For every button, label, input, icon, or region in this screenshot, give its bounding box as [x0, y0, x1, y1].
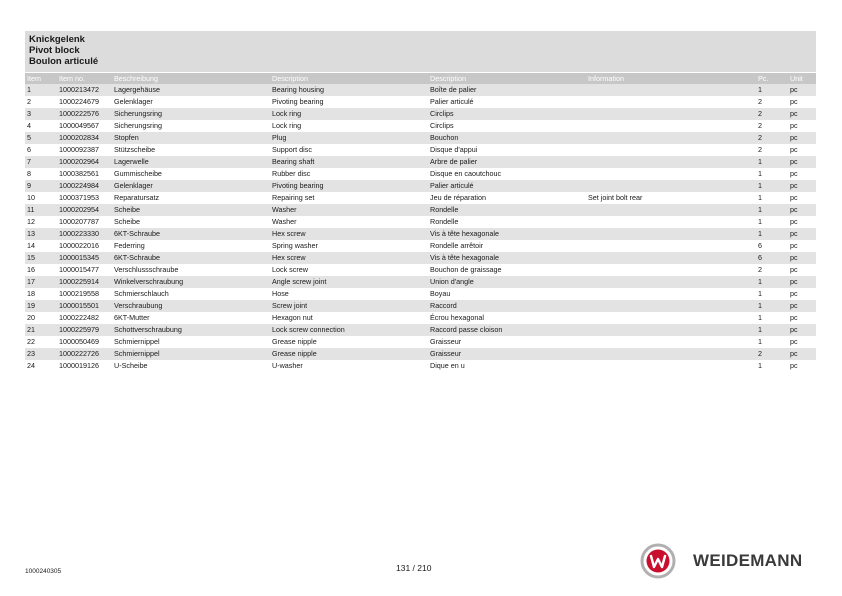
beschreibung-cell: Federring	[114, 241, 145, 250]
pc-cell: 2	[758, 97, 762, 106]
description-en-cell: Hose	[272, 289, 289, 298]
beschreibung-cell: Sicherungsring	[112, 108, 270, 120]
item-no-cell: 1000224984	[57, 180, 112, 192]
information-cell: Set joint bolt rear	[588, 193, 643, 202]
item-no-cell: 1000225914	[57, 276, 112, 288]
information-cell	[586, 228, 756, 240]
information-cell	[586, 180, 756, 192]
information-cell	[586, 360, 756, 372]
unit-cell: pc	[788, 84, 816, 96]
description-fr-cell: Rondelle arrêtoir	[430, 241, 484, 250]
table-row	[25, 192, 816, 204]
table-row	[25, 276, 816, 288]
description-fr-cell: Vis à tête hexagonale	[428, 252, 586, 264]
item-cell: 20	[27, 313, 35, 322]
item-no-cell: 1000202954	[57, 204, 112, 216]
information-cell	[586, 156, 756, 168]
item-no-cell: 1000219558	[59, 289, 99, 298]
item-cell: 8	[27, 169, 31, 178]
description-en-cell: Hex screw	[270, 252, 428, 264]
pc-cell: 6	[758, 241, 762, 250]
description-en-cell: Pivoting bearing	[270, 180, 428, 192]
brand-name: WEIDEMANN	[693, 551, 803, 570]
beschreibung-cell: Schmierschlauch	[114, 289, 169, 298]
information-cell	[586, 336, 756, 348]
parts-table	[25, 73, 816, 372]
col-unit: Unit	[788, 73, 816, 84]
information-cell	[586, 108, 756, 120]
pc-cell: 2	[756, 348, 788, 360]
pc-cell: 2	[756, 132, 788, 144]
pc-cell: 1	[758, 337, 762, 346]
item-no-cell: 1000049567	[59, 121, 99, 130]
information-cell	[586, 144, 756, 156]
description-fr-cell: Disque en caoutchouc	[430, 169, 502, 178]
description-en-cell: Lock ring	[270, 108, 428, 120]
unit-cell: pc	[790, 241, 798, 250]
description-en-cell: Grease nipple	[270, 348, 428, 360]
beschreibung-cell: U-Scheibe	[114, 361, 148, 370]
description-en-cell: Bearing shaft	[270, 156, 428, 168]
information-cell	[586, 276, 756, 288]
item-no-cell: 1000223330	[57, 228, 112, 240]
title-french: Boulon articulé	[29, 56, 99, 67]
table-row	[25, 228, 816, 240]
item-cell: 4	[27, 121, 31, 130]
unit-cell: pc	[790, 289, 798, 298]
table-row	[25, 216, 816, 228]
col-description-fr: Description	[428, 73, 586, 84]
item-cell: 22	[27, 337, 35, 346]
unit-cell: pc	[788, 348, 816, 360]
item-no-cell: 1000382561	[59, 169, 99, 178]
description-fr-cell: Union d'angle	[428, 276, 586, 288]
pc-cell: 1	[756, 180, 788, 192]
pc-cell: 2	[758, 145, 762, 154]
unit-cell: pc	[788, 228, 816, 240]
table-row	[25, 168, 816, 180]
information-cell	[586, 312, 756, 324]
item-cell: 10	[27, 193, 35, 202]
description-en-cell: Angle screw joint	[270, 276, 428, 288]
item-no-cell: 1000015477	[59, 265, 99, 274]
beschreibung-cell: 6KT-Schraube	[112, 228, 270, 240]
item-no-cell: 1000092387	[59, 145, 99, 154]
item-cell: 3	[25, 108, 57, 120]
item-cell: 12	[27, 217, 35, 226]
unit-cell: pc	[788, 252, 816, 264]
pc-cell: 1	[756, 204, 788, 216]
item-no-cell: 1000022016	[59, 241, 99, 250]
item-cell: 1	[25, 84, 57, 96]
item-cell: 9	[25, 180, 57, 192]
description-fr-cell: Raccord passe cloison	[428, 324, 586, 336]
table-row	[25, 204, 816, 216]
pc-cell: 1	[756, 276, 788, 288]
beschreibung-cell: Lagergehäuse	[112, 84, 270, 96]
table-row	[25, 264, 816, 276]
title-german: Knickgelenk	[29, 34, 85, 45]
page-number: 131 / 210	[396, 563, 432, 573]
unit-cell: pc	[788, 324, 816, 336]
beschreibung-cell: Scheibe	[112, 204, 270, 216]
table-row	[25, 96, 816, 108]
unit-cell: pc	[788, 156, 816, 168]
item-no-cell: 1000207787	[59, 217, 99, 226]
item-cell: 21	[25, 324, 57, 336]
table-row	[25, 252, 816, 264]
item-no-cell: 1000213472	[57, 84, 112, 96]
information-cell	[586, 324, 756, 336]
unit-cell: pc	[790, 337, 798, 346]
description-en-cell: Repairing set	[272, 193, 315, 202]
beschreibung-cell: Stopfen	[112, 132, 270, 144]
description-en-cell: Lock screw	[272, 265, 308, 274]
unit-cell: pc	[790, 169, 798, 178]
description-fr-cell: Boîte de palier	[428, 84, 586, 96]
description-en-cell: Plug	[270, 132, 428, 144]
unit-cell: pc	[788, 108, 816, 120]
description-en-cell: Pivoting bearing	[272, 97, 324, 106]
item-cell: 11	[25, 204, 57, 216]
col-beschreibung: Beschreibung	[112, 73, 270, 84]
beschreibung-cell: Schmiernippel	[114, 337, 160, 346]
beschreibung-cell: Winkelverschraubung	[112, 276, 270, 288]
description-fr-cell: Rondelle	[428, 204, 586, 216]
title-block	[25, 31, 816, 72]
information-cell	[586, 204, 756, 216]
table-header	[25, 73, 816, 84]
title-english: Pivot block	[29, 45, 80, 56]
beschreibung-cell: Verschlussschraube	[114, 265, 179, 274]
table-row	[25, 324, 816, 336]
beschreibung-cell: Schmiernippel	[112, 348, 270, 360]
description-en-cell: Rubber disc	[272, 169, 311, 178]
table-row	[25, 288, 816, 300]
description-en-cell: Washer	[270, 204, 428, 216]
pc-cell: 1	[756, 228, 788, 240]
item-no-cell: 1000222576	[57, 108, 112, 120]
unit-cell: pc	[790, 217, 798, 226]
item-no-cell: 1000015345	[57, 252, 112, 264]
item-no-cell: 1000019126	[59, 361, 99, 370]
pc-cell: 1	[758, 361, 762, 370]
unit-cell: pc	[788, 204, 816, 216]
pc-cell: 1	[758, 217, 762, 226]
description-fr-cell: Arbre de palier	[428, 156, 586, 168]
description-fr-cell: Boyau	[430, 289, 451, 298]
information-cell	[586, 84, 756, 96]
unit-cell: pc	[790, 313, 798, 322]
description-en-cell: Grease nipple	[272, 337, 317, 346]
item-no-cell: 1000222482	[59, 313, 99, 322]
information-cell	[586, 132, 756, 144]
description-fr-cell: Circlips	[430, 121, 454, 130]
pc-cell: 2	[758, 265, 762, 274]
description-en-cell: Lock ring	[272, 121, 302, 130]
table-row	[25, 156, 816, 168]
beschreibung-cell: Schottverschraubung	[112, 324, 270, 336]
unit-cell: pc	[788, 180, 816, 192]
information-cell	[586, 168, 756, 180]
col-item-no: Item no.	[57, 73, 112, 84]
item-cell: 17	[25, 276, 57, 288]
description-fr-cell: Circlips	[428, 108, 586, 120]
unit-cell: pc	[790, 97, 798, 106]
unit-cell: pc	[790, 145, 798, 154]
table-row	[25, 300, 816, 312]
col-item: Item	[25, 73, 57, 84]
item-cell: 19	[25, 300, 57, 312]
pc-cell: 1	[758, 289, 762, 298]
item-cell: 15	[25, 252, 57, 264]
description-en-cell: Screw joint	[270, 300, 428, 312]
item-no-cell: 1000015501	[57, 300, 112, 312]
table-row	[25, 180, 816, 192]
description-en-cell: Bearing housing	[270, 84, 428, 96]
unit-cell: pc	[788, 276, 816, 288]
item-cell: 13	[25, 228, 57, 240]
beschreibung-cell: 6KT-Schraube	[112, 252, 270, 264]
item-cell: 14	[27, 241, 35, 250]
description-fr-cell: Palier articulé	[430, 97, 474, 106]
pc-cell: 1	[758, 313, 762, 322]
description-fr-cell: Raccord	[428, 300, 586, 312]
beschreibung-cell: Sicherungsring	[114, 121, 162, 130]
table-row	[25, 120, 816, 132]
description-fr-cell: Bouchon de graissage	[430, 265, 502, 274]
pc-cell: 1	[756, 324, 788, 336]
table-row	[25, 144, 816, 156]
description-en-cell: Hexagon nut	[272, 313, 313, 322]
description-fr-cell: Disque d'appui	[430, 145, 478, 154]
item-cell: 24	[27, 361, 35, 370]
col-description-en: Description	[270, 73, 428, 84]
item-cell: 7	[25, 156, 57, 168]
description-fr-cell: Graisseur	[428, 348, 586, 360]
table-row	[25, 132, 816, 144]
description-fr-cell: Palier articulé	[428, 180, 586, 192]
item-cell: 5	[25, 132, 57, 144]
information-cell	[586, 252, 756, 264]
information-cell	[586, 264, 756, 276]
beschreibung-cell: Gelenklager	[112, 180, 270, 192]
item-cell: 6	[27, 145, 31, 154]
beschreibung-cell: Scheibe	[114, 217, 140, 226]
table-row	[25, 108, 816, 120]
table-row	[25, 312, 816, 324]
description-fr-cell: Graisseur	[430, 337, 462, 346]
item-no-cell: 1000202834	[57, 132, 112, 144]
unit-cell: pc	[790, 121, 798, 130]
information-cell	[586, 216, 756, 228]
beschreibung-cell: Stützscheibe	[114, 145, 156, 154]
table-row	[25, 348, 816, 360]
item-no-cell: 1000222726	[57, 348, 112, 360]
table-row	[25, 336, 816, 348]
description-fr-cell: Vis à tête hexagonale	[428, 228, 586, 240]
description-en-cell: Support disc	[272, 145, 312, 154]
pc-cell: 6	[756, 252, 788, 264]
table-row	[25, 360, 816, 372]
col-pc: Pc.	[756, 73, 788, 84]
pc-cell: 2	[758, 121, 762, 130]
description-fr-cell: Jeu de réparation	[430, 193, 486, 202]
information-cell	[586, 120, 756, 132]
description-en-cell: Hex screw	[270, 228, 428, 240]
item-cell: 23	[25, 348, 57, 360]
unit-cell: pc	[790, 193, 798, 202]
table-row	[25, 240, 816, 252]
information-cell	[586, 300, 756, 312]
beschreibung-cell: 6KT-Mutter	[114, 313, 150, 322]
description-en-cell: Lock screw connection	[270, 324, 428, 336]
item-cell: 2	[27, 97, 31, 106]
beschreibung-cell: Gelenklager	[114, 97, 153, 106]
pc-cell: 1	[756, 84, 788, 96]
description-en-cell: U-washer	[272, 361, 303, 370]
information-cell	[586, 288, 756, 300]
information-cell	[586, 348, 756, 360]
unit-cell: pc	[788, 132, 816, 144]
weidemann-logo-icon	[640, 543, 680, 579]
pc-cell: 1	[758, 193, 762, 202]
information-cell	[586, 96, 756, 108]
pc-cell: 1	[756, 300, 788, 312]
beschreibung-cell: Gummischeibe	[114, 169, 162, 178]
description-en-cell: Spring washer	[272, 241, 318, 250]
item-no-cell: 1000202964	[57, 156, 112, 168]
information-cell	[586, 240, 756, 252]
pc-cell: 1	[756, 156, 788, 168]
description-fr-cell: Bouchon	[428, 132, 586, 144]
item-cell: 18	[27, 289, 35, 298]
item-cell: 16	[27, 265, 35, 274]
beschreibung-cell: Lagerwelle	[112, 156, 270, 168]
pc-cell: 2	[756, 108, 788, 120]
unit-cell: pc	[788, 300, 816, 312]
description-en-cell: Washer	[272, 217, 297, 226]
table-row	[25, 84, 816, 96]
description-fr-cell: Écrou hexagonal	[430, 313, 484, 322]
pc-cell: 1	[758, 169, 762, 178]
document-number: 1000240305	[25, 568, 62, 575]
description-fr-cell: Rondelle	[430, 217, 459, 226]
item-no-cell: 1000050469	[59, 337, 99, 346]
col-information: Information	[586, 73, 756, 84]
item-no-cell: 1000224679	[59, 97, 99, 106]
unit-cell: pc	[790, 265, 798, 274]
description-fr-cell: Dique en u	[430, 361, 465, 370]
item-no-cell: 1000371953	[59, 193, 99, 202]
item-no-cell: 1000225979	[57, 324, 112, 336]
beschreibung-cell: Reparatursatz	[114, 193, 160, 202]
beschreibung-cell: Verschraubung	[112, 300, 270, 312]
unit-cell: pc	[790, 361, 798, 370]
